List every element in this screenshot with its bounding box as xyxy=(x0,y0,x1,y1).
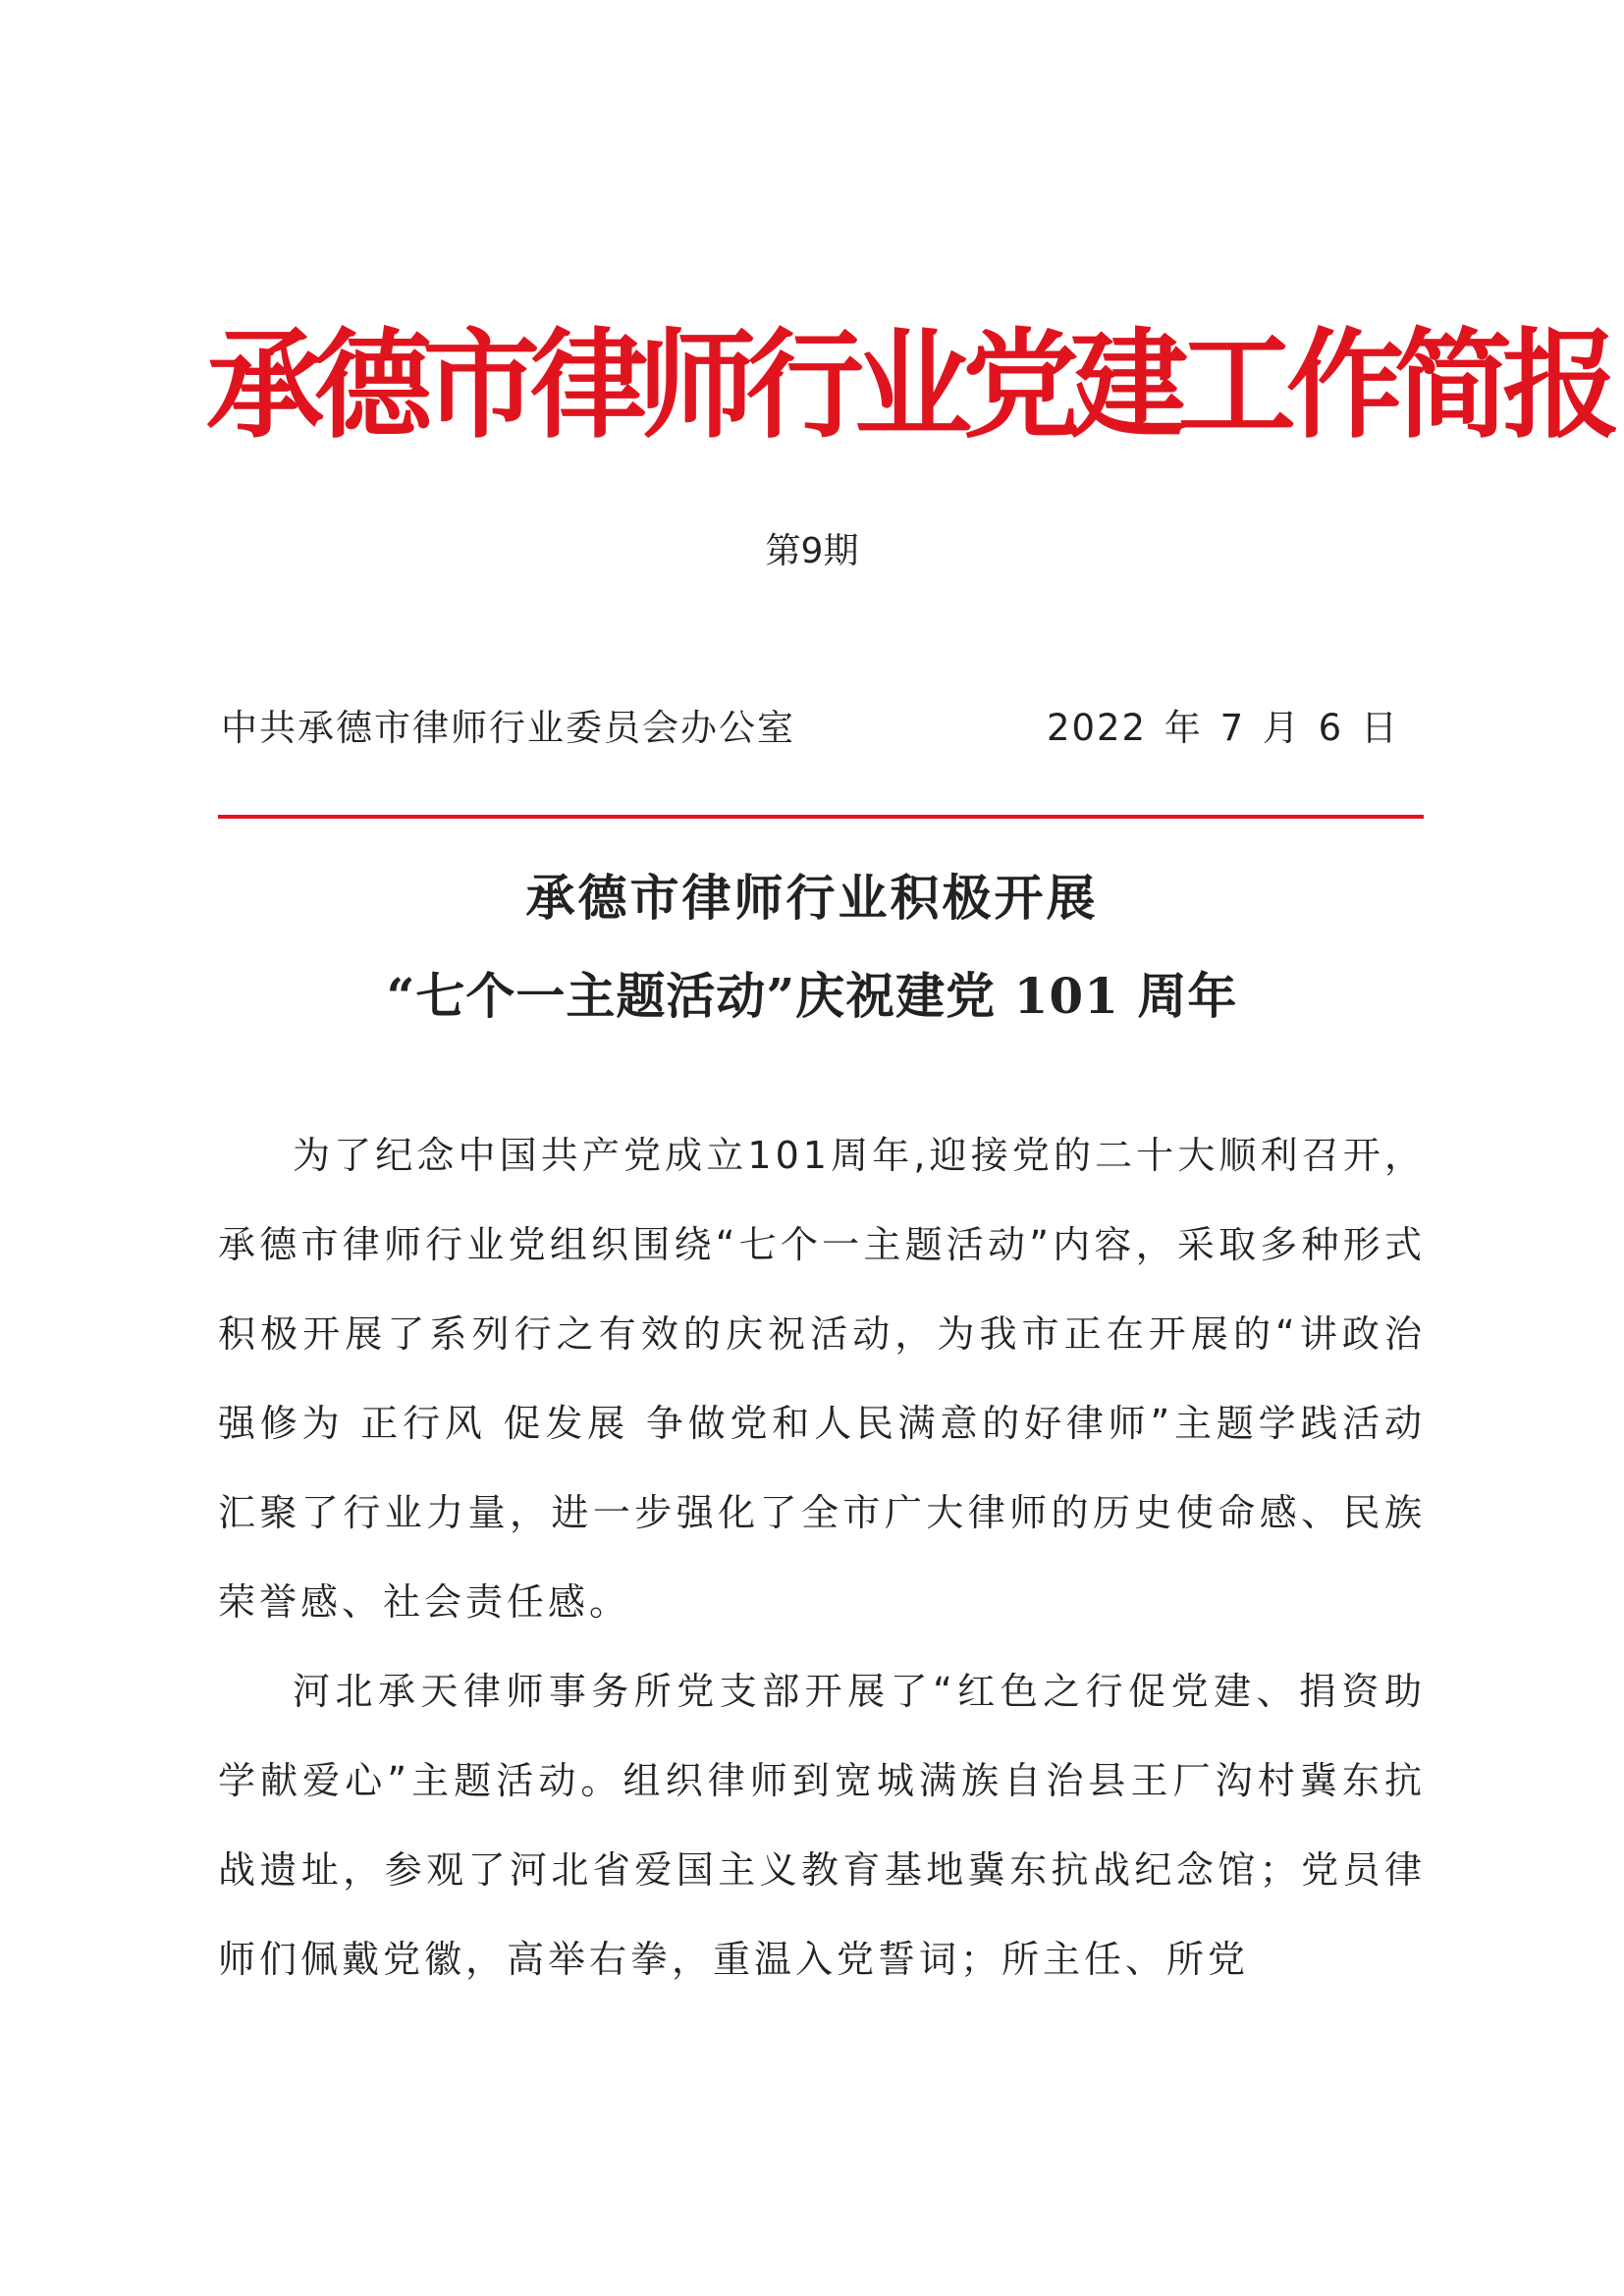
article-paragraph-2: 河北承天律师事务所党支部开展了“红色之行促党建、捐资助学献爱心”主题活动。组织律师到宽城满族自治县王厂沟村冀东抗战遗址，参观了河北省爱国主义教育基地冀东抗战纪念馆；党员律师们佩戴党徽，高举右拳，重温入党誓词；所主任、所党 xyxy=(218,1670,1426,1981)
issue-date: 2022 年 7 月 6 日 xyxy=(1046,707,1399,749)
masthead-title: 承德市律师行业党建工作简报 xyxy=(206,316,1610,454)
issuer-name: 中共承德市律师行业委员会办公室 xyxy=(221,707,795,749)
article-paragraph-1: 为了纪念中国共产党成立101周年,迎接党的二十大顺利召开，承德市律师行业党组织围绕“七个一主题活动”内容，采取多种形式积极开展了系列行之有效的庆祝活动，为我市正在开展的“讲政治 强修为 正行风 促发展 争做党和人民满意的好律师”主题学践活动汇聚了行业力量，进一步强化了全市广大律师的历史使命感、民族荣誉感、社会责任感。 xyxy=(218,1134,1426,1624)
article-title-line-2: “七个一主题活动”庆祝建党 101 周年 xyxy=(386,967,1238,1025)
issue-number: 第9期 xyxy=(765,531,859,571)
article-body xyxy=(218,1111,1426,2004)
issuer-date-row xyxy=(221,704,1409,753)
red-divider xyxy=(218,815,1424,819)
article-title-line-1: 承德市律师行业积极开展 xyxy=(525,869,1099,927)
